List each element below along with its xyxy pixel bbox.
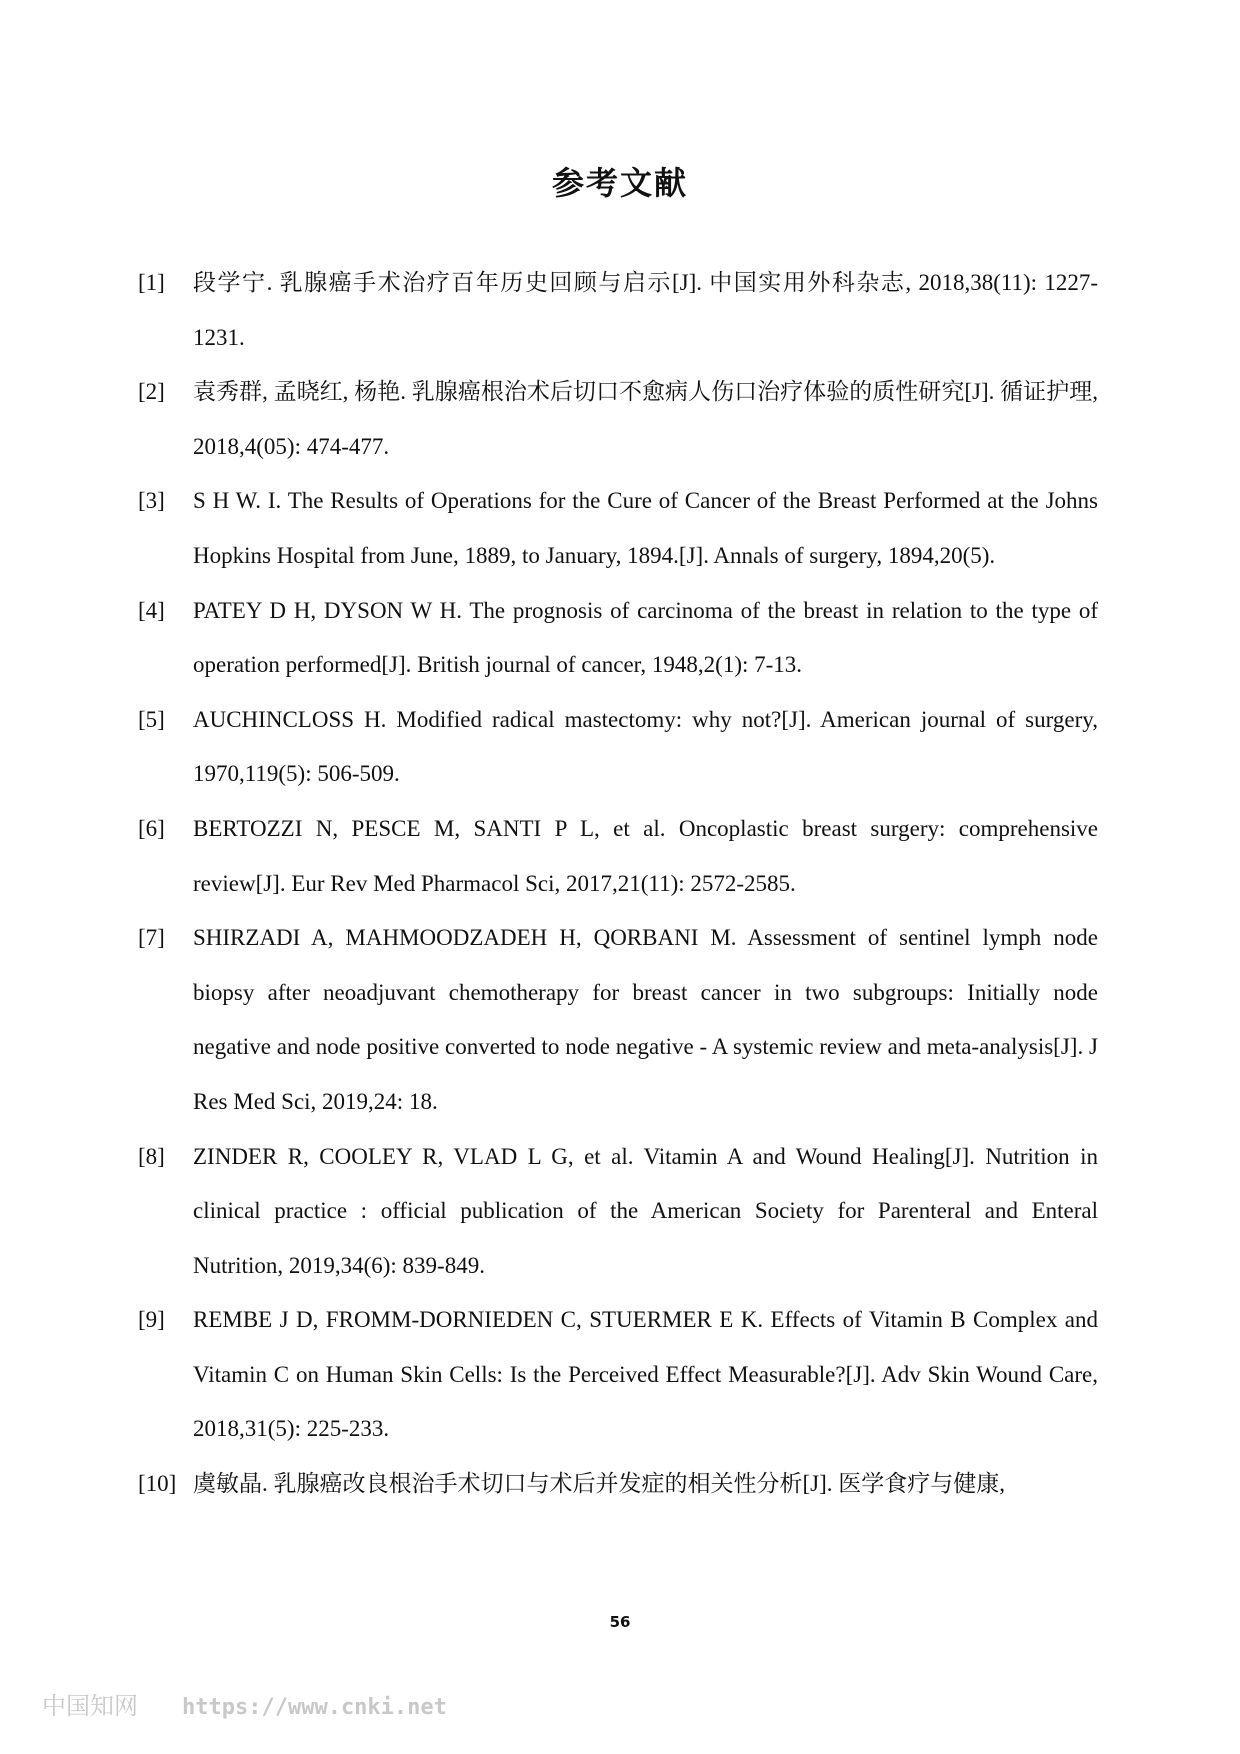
reference-item bbox=[138, 1457, 1098, 1512]
reference-list bbox=[138, 256, 1098, 1512]
reference-text: 段学宁. 乳腺癌手术治疗百年历史回顾与启示[J]. 中国实用外科杂志, 2018,38(11): 1227-1231. bbox=[193, 270, 1098, 350]
page-title: 参考文献 bbox=[551, 164, 688, 202]
reference-text: BERTOZZI N, PESCE M, SANTI P L, et al. Oncoplastic breast surgery: comprehensive review[J]. Eur Rev Med Pharmacol Sci, 2017,21(11): 2572-2585. bbox=[193, 815, 1098, 896]
reference-number: [4] bbox=[138, 597, 165, 623]
reference-text: S H W. I. The Results of Operations for the Cure of Cancer of the Breast Performed at the Johns Hopkins Hospital from June, 1889, to January, 1894.[J]. Annals of surgery, 1894,20(5). bbox=[193, 488, 1098, 568]
cnki-watermark bbox=[42, 1686, 447, 1721]
reference-text: PATEY D H, DYSON W H. The prognosis of carcinoma of the breast in relation to the type of operation performed[J]. British journal of cancer, 1948,2(1): 7-13. bbox=[193, 597, 1098, 678]
reference-text: 虞敏晶. 乳腺癌改良根治手术切口与术后并发症的相关性分析[J]. 医学食疗与健康, bbox=[193, 1471, 1006, 1497]
reference-item bbox=[138, 1130, 1098, 1294]
watermark-url: https://www.cnki.net bbox=[182, 1695, 447, 1720]
reference-item bbox=[138, 802, 1098, 911]
reference-item bbox=[138, 693, 1098, 802]
reference-item bbox=[138, 474, 1098, 583]
reference-number: [9] bbox=[138, 1307, 165, 1333]
reference-number: [1] bbox=[138, 270, 165, 295]
reference-text: SHIRZADI A, MAHMOODZADEH H, QORBANI M. Assessment of sentinel lymph node biopsy after neoadjuvant chemotherapy for breast cancer in two subgroups: Initially node negative and node positive converted to node negative - A systemic review and meta-analysis[J]. J Res Med Sci, 2019,24: 18. bbox=[193, 925, 1098, 1114]
reference-text: 袁秀群, 孟晓红, 杨艳. 乳腺癌根治术后切口不愈病人伤口治疗体验的质性研究[J]. 循证护理, 2018,4(05): 474-477. bbox=[193, 379, 1098, 459]
reference-number: [3] bbox=[138, 488, 165, 514]
reference-number: [6] bbox=[138, 815, 165, 841]
reference-item bbox=[138, 365, 1098, 474]
reference-item bbox=[138, 911, 1098, 1129]
reference-text: REMBE J D, FROMM-DORNIEDEN C, STUERMER E K. Effects of Vitamin B Complex and Vitamin C on Human Skin Cells: Is the Perceived Effect Measurable?[J]. Adv Skin Wound Care, 2018,31(5): 225-233. bbox=[193, 1307, 1098, 1442]
reference-text: ZINDER R, COOLEY R, VLAD L G, et al. Vitamin A and Wound Healing[J]. Nutrition in clinical practice : official publication of the American Society for Parenteral and Enteral Nutrition, 2019,34(6): 839-849. bbox=[193, 1143, 1098, 1278]
page-number: 56 bbox=[609, 1613, 631, 1631]
reference-number: [7] bbox=[138, 925, 165, 951]
reference-item bbox=[138, 256, 1098, 365]
reference-item bbox=[138, 584, 1098, 693]
reference-number: [8] bbox=[138, 1143, 165, 1169]
reference-number: [5] bbox=[138, 706, 165, 732]
reference-number: [10] bbox=[138, 1471, 177, 1497]
reference-text: AUCHINCLOSS H. Modified radical mastectomy: why not?[J]. American journal of surgery, 1970,119(5): 506-509. bbox=[193, 706, 1098, 787]
reference-number: [2] bbox=[138, 379, 165, 405]
reference-item bbox=[138, 1293, 1098, 1457]
watermark-name: 中国知网 bbox=[42, 1692, 138, 1720]
